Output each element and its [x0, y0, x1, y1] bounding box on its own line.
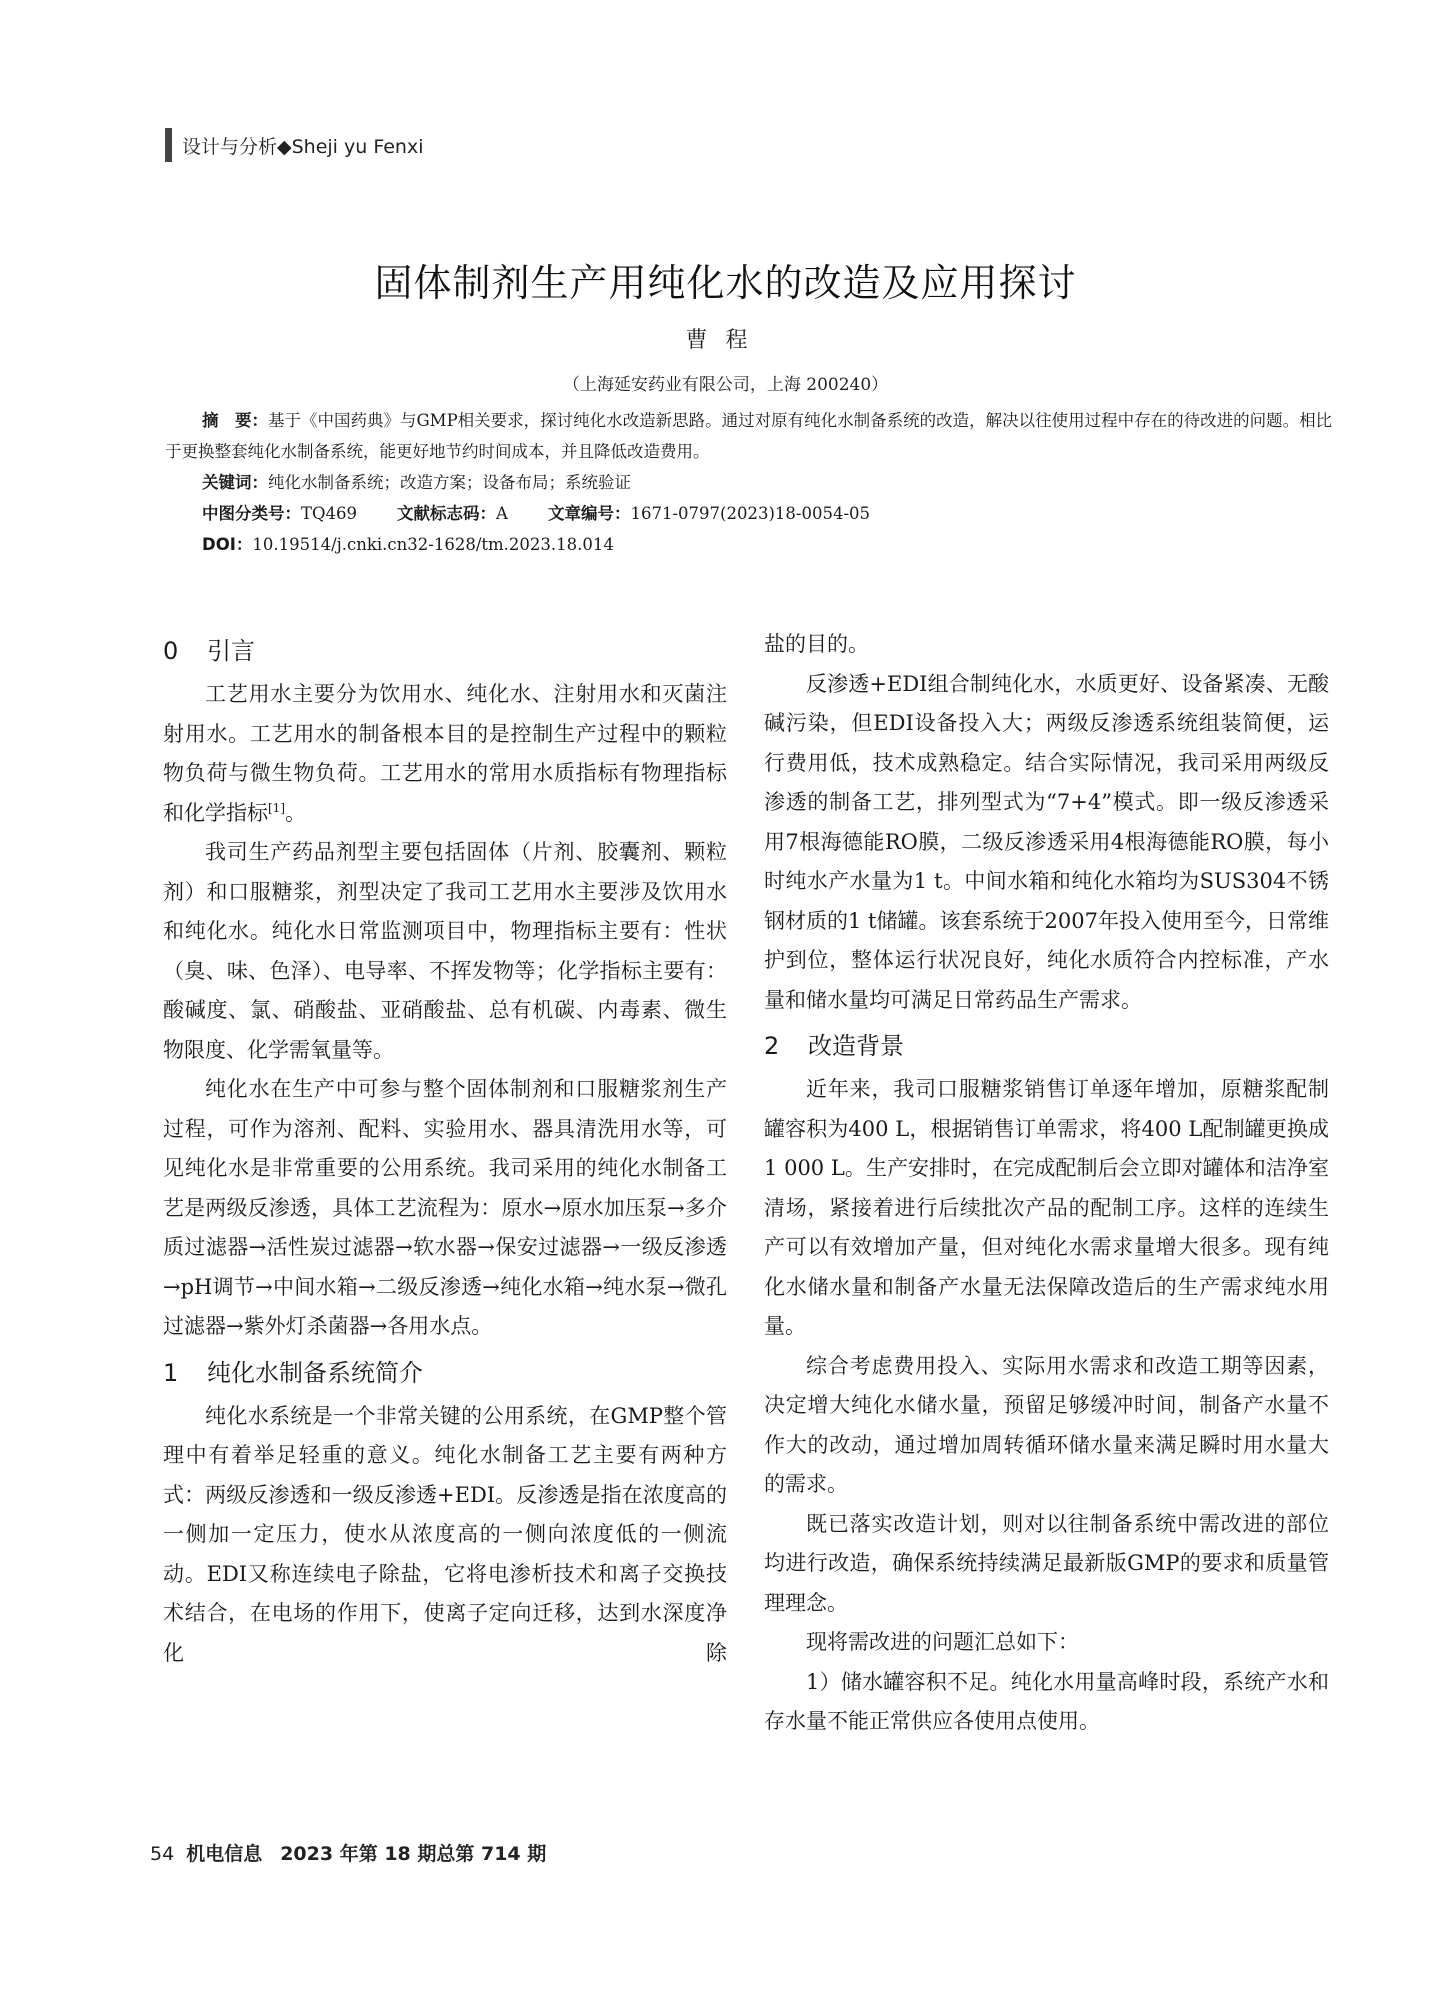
- paragraph: 近年来，我司口服糖浆销售订单逐年增加，原糖浆配制罐容积为400 L，根据销售订单需求，将400 L配制罐更换成1 000 L。生产安排时，在完成配制后会立即对罐体和洁净室清场，紧接着进行后续批次产品的配制工序。这样的连续生产可以有效增加产量，但对纯化水需求量增大很多。现有纯化水储水量和制备产水量无法保障改造后的生产需求纯水用量。: [764, 1077, 1329, 1338]
- paragraph: 纯化水在生产中可参与整个固体制剂和口服糖浆剂生产过程，可作为溶剂、配料、实验用水、器具清洗用水等，可见纯化水是非常重要的公用系统。我司采用的纯化水制备工艺是两级反渗透，具体工艺流程为：原水→原水加压泵→多介质过滤器→活性炭过滤器→软水器→保安过滤器→一级反渗透→pH调节→中间水箱→二级反渗透→纯化水箱→纯水泵→微孔过滤器→紫外灯杀菌器→各用水点。: [163, 1077, 727, 1338]
- paragraph: 我司生产药品剂型主要包括固体（片剂、胶囊剂、颗粒剂）和口服糖浆，剂型决定了我司工艺用水主要涉及饮用水和纯化水。纯化水日常监测项目中，物理指标主要有：性状（臭、味、色泽）、电导率、不挥发物等；化学指标主要有：酸碱度、氯、硝酸盐、亚硝酸盐、总有机碳、内毒素、微生物限度、化学需氧量等。: [163, 840, 727, 1062]
- article-title: 固体制剂生产用纯化水的改造及应用探讨: [374, 261, 1077, 305]
- keywords-label: 关键词：: [202, 473, 268, 492]
- doc-code-label: 文献标志码：: [397, 504, 497, 523]
- abstract-block: [165, 405, 1338, 560]
- page-footer: [150, 1839, 546, 1866]
- section-heading-2: 2 改造背景: [764, 1032, 904, 1060]
- article-author: 曹程: [685, 328, 766, 353]
- citation-ref: [1]: [268, 800, 285, 815]
- doi-label: DOI：: [202, 535, 253, 554]
- article-no-label: 文章编号：: [547, 504, 631, 523]
- clc-value: TQ469: [301, 504, 358, 523]
- keywords-line: [165, 467, 1338, 498]
- article-no-value: 1671-0797(2023)18-0054-05: [630, 504, 871, 523]
- abstract-paragraph: [165, 405, 1338, 467]
- running-header: [165, 128, 423, 162]
- keywords-text: 纯化水制备系统；改造方案；设备布局；系统验证: [268, 473, 631, 492]
- section-heading-1: 1 纯化水制备系统简介: [163, 1358, 423, 1387]
- doc-code-value: A: [496, 504, 508, 523]
- right-column: [764, 625, 1329, 1742]
- paragraph: 综合考虑费用投入、实际用水需求和改造工期等因素，决定增大纯化水储水量，预留足够缓冲时间，制备产水量不作大的改动，通过增加周转循环储水量来满足瞬时用水量大的需求。: [764, 1353, 1329, 1496]
- paragraph: 1）储水罐容积不足。纯化水用量高峰时段，系统产水和存水量不能正常供应各使用点使用。: [764, 1669, 1329, 1733]
- paragraph: 既已落实改造计划，则对以往制备系统中需改进的部位均进行改造，确保系统持续满足最新版GMP的要求和质量管理理念。: [764, 1511, 1329, 1615]
- paragraph: 工艺用水主要分为饮用水、纯化水、注射用水和灭菌注射用水。工艺用水的制备根本目的是控制生产过程中的颗粒物负荷与微生物负荷。工艺用水的常用水质指标有物理指标和化学指标[1]。: [163, 682, 727, 825]
- abstract-label: 摘 要：: [202, 411, 268, 430]
- journal-name: 机电信息: [186, 1843, 263, 1865]
- issue-info: 2023 年第 18 期总第 714 期: [280, 1843, 547, 1865]
- paragraph-continued: 盐的目的。: [764, 632, 869, 656]
- doi-value: 10.19514/j.cnki.cn32-1628/tm.2023.18.014: [252, 535, 614, 554]
- left-column: [163, 625, 727, 1673]
- author-affiliation: （上海延安药业有限公司，上海 200240）: [562, 375, 889, 395]
- section-label: 设计与分析◆Sheji yu Fenxi: [182, 135, 424, 158]
- page-number: 54: [150, 1843, 175, 1865]
- section-heading-0: 0 引言: [163, 637, 255, 665]
- clc-label: 中图分类号：: [202, 504, 301, 523]
- paragraph: 纯化水系统是一个非常关键的公用系统，在GMP整个管理中有着举足轻重的意义。纯化水制备工艺主要有两种方式：两级反渗透和一级反渗透+EDI。反渗透是指在浓度高的一侧加一定压力，使水从浓度高的一侧向浓度低的一侧流动。EDI又称连续电子除盐，它将电渗析技术和离子交换技术结合，在电场的作用下，使离子定向迁移，达到水深度净化除: [163, 1403, 727, 1665]
- paragraph: 反渗透+EDI组合制纯化水，水质更好、设备紧凑、无酸碱污染，但EDI设备投入大；两级反渗透系统组装简便，运行费用低，技术成熟稳定。结合实际情况，我司采用两级反渗透的制备工艺，排列型式为“7+4”模式。即一级反渗透采用7根海德能RO膜，二级反渗透采用4根海德能RO膜，每小时纯水产水量为1 t。中间水箱和纯化水箱均为SUS304不锈钢材质的1 t储罐。该套系统于2007年投入使用至今，日常维护到位，整体运行状况良好，纯化水质符合内控标准，产水量和储水量均可满足日常药品生产需求。: [764, 671, 1329, 1012]
- abstract-text: 基于《中国药典》与GMP相关要求，探讨纯化水改造新思路。通过对原有纯化水制备系统的改造，解决以往使用过程中存在的待改进的问题。相比于更换整套纯化水制备系统，能更好地节约时间成本，并且降低改造费用。: [165, 411, 1333, 461]
- doi-line: [165, 529, 1338, 560]
- header-bar: [165, 128, 172, 162]
- classification-line: [165, 498, 1338, 529]
- paragraph: 现将需改进的问题汇总如下：: [806, 1630, 1079, 1654]
